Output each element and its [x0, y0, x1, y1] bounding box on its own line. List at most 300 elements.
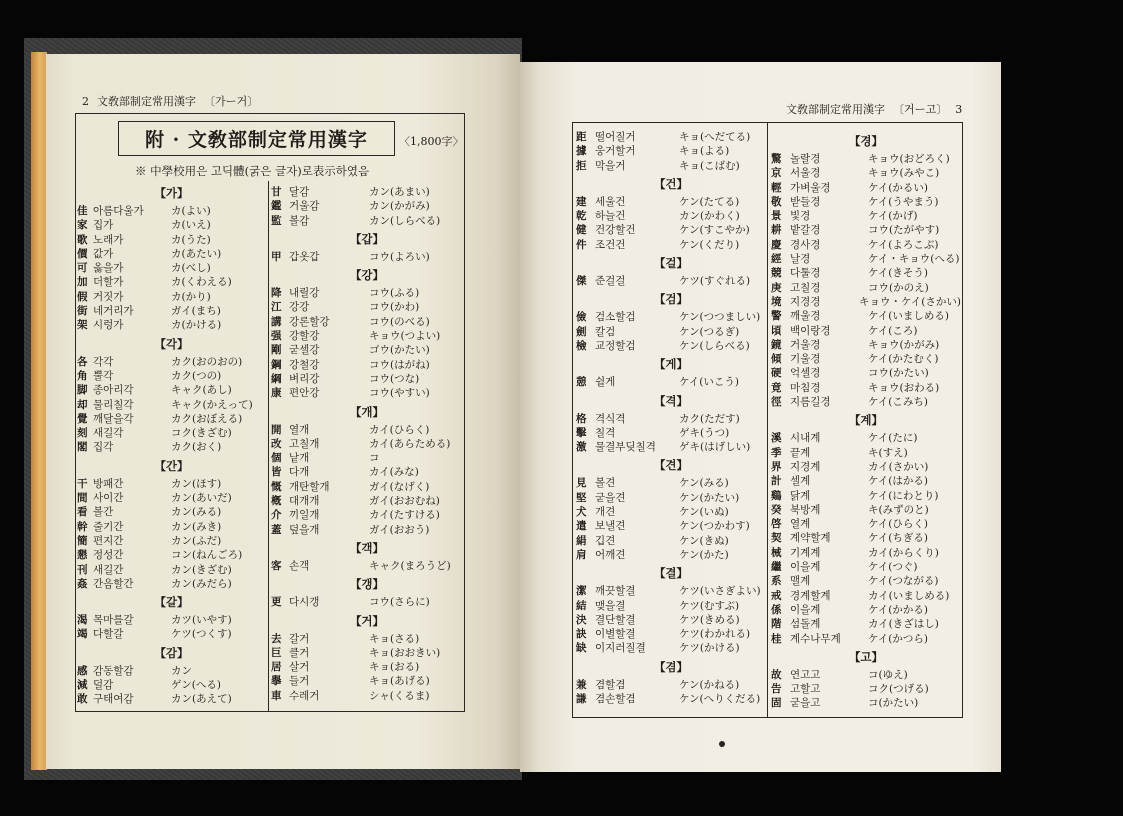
entry-row — [576, 692, 766, 706]
japanese-reading: カン(しらべる) — [369, 214, 441, 227]
korean-reading: 하늘건 — [595, 210, 626, 223]
japanese-reading: カ(くわえる) — [171, 276, 232, 289]
entry-row — [771, 324, 961, 338]
entry-row — [771, 560, 961, 574]
korean-reading: 건강할건 — [595, 224, 636, 237]
running-range: 〔거ー고〕 — [893, 103, 948, 116]
japanese-reading: ケン(たてる) — [679, 195, 740, 208]
hanja-character: 鑑 — [271, 200, 282, 213]
japanese-reading: キャク(かえって) — [171, 398, 253, 411]
hanja-character: 競 — [771, 267, 782, 280]
entry-row — [576, 584, 766, 598]
hanja-character: 擊 — [576, 426, 587, 439]
japanese-reading: カイ(いましめる) — [868, 589, 950, 602]
japanese-reading: カク(ただす) — [679, 412, 740, 425]
entry-row — [271, 674, 463, 688]
korean-reading: 다개 — [289, 466, 310, 479]
entry-row — [77, 534, 266, 548]
japanese-reading: ケイ(こみち) — [868, 396, 928, 409]
japanese-reading: カン(きざむ) — [171, 563, 232, 576]
korean-reading: 날경 — [790, 253, 811, 266]
entry-row — [771, 531, 961, 545]
korean-reading: 개견 — [595, 506, 616, 519]
hanja-character: 季 — [771, 446, 782, 459]
entry-row — [271, 300, 463, 314]
korean-reading: 달감 — [289, 186, 310, 198]
hanja-character: 慨 — [271, 480, 282, 493]
appendix-title-box — [118, 121, 395, 156]
japanese-reading: ケイ(かるい) — [868, 181, 928, 194]
entry-row — [77, 505, 266, 519]
korean-reading: 낱개 — [289, 452, 310, 465]
hanja-character: 監 — [271, 214, 282, 227]
entry-row — [771, 209, 961, 223]
japanese-reading: ケイ(きそう) — [868, 267, 928, 280]
section-heading: 【감】 — [154, 645, 189, 660]
japanese-reading: ケン(かた) — [679, 548, 729, 561]
korean-reading: 가벼울경 — [790, 181, 831, 194]
japanese-reading: ケイ(かげ) — [868, 210, 918, 223]
japanese-reading: ケン(かねる) — [679, 678, 740, 691]
korean-reading: 클거 — [289, 646, 310, 659]
entry-row — [271, 214, 463, 228]
entry-row — [271, 315, 463, 329]
entry-row — [771, 517, 961, 531]
korean-reading: 칠격 — [595, 426, 616, 439]
entry-row — [576, 375, 766, 389]
hanja-character: 街 — [77, 305, 88, 318]
japanese-reading: コウ(さらに) — [369, 596, 430, 609]
entry-row — [771, 395, 961, 409]
korean-reading: 깁견 — [595, 534, 616, 547]
japanese-reading: キ(みずのと) — [868, 503, 929, 516]
appendix-title: 附 · 文敎部制定常用漢字 — [145, 129, 368, 151]
japanese-reading: ケン(つかわす) — [679, 520, 750, 533]
hanja-character: 儉 — [576, 311, 587, 324]
section-heading: 【각】 — [154, 336, 189, 351]
hanja-character: 硬 — [771, 367, 782, 380]
hanja-character: 皆 — [271, 466, 282, 479]
column-divider — [268, 181, 269, 712]
japanese-reading: カン — [171, 664, 192, 677]
japanese-reading: カク(おのおの) — [171, 355, 243, 368]
entry-row — [77, 233, 266, 247]
korean-reading: 고할고 — [790, 683, 821, 696]
entry-row — [576, 238, 766, 252]
hanja-character: 懇 — [77, 549, 88, 562]
korean-reading: 네거리가 — [93, 305, 134, 318]
entry-row — [771, 446, 961, 460]
korean-reading: 계약할계 — [790, 532, 831, 545]
hanja-character: 佳 — [77, 205, 88, 217]
section-heading: 【결】 — [653, 566, 689, 581]
entry-row — [576, 195, 766, 209]
entry-row — [271, 646, 463, 660]
korean-reading: 볼감 — [289, 214, 310, 227]
hanja-character: 脚 — [77, 384, 88, 397]
entry-row — [576, 310, 766, 324]
japanese-reading: コウ(かのえ) — [868, 281, 929, 294]
section-heading: 【갑】 — [349, 231, 385, 246]
korean-reading: 열개 — [289, 423, 310, 436]
korean-reading: 아름다울가 — [93, 205, 144, 217]
korean-reading: 지경계 — [790, 460, 821, 473]
hanja-character: 啓 — [771, 518, 782, 531]
japanese-reading: ケン(きぬ) — [679, 534, 729, 547]
japanese-reading: カイ(きざはし) — [868, 618, 939, 631]
hanja-character: 境 — [771, 295, 782, 308]
entry-row — [576, 519, 766, 533]
korean-reading: 빛경 — [790, 210, 811, 223]
korean-reading: 기울경 — [790, 353, 821, 366]
japanese-reading: キャク(まろうど) — [369, 559, 451, 572]
entry-row — [771, 489, 961, 503]
korean-reading: 감동할감 — [93, 664, 134, 677]
japanese-reading: ケイ(かたむく) — [868, 353, 939, 366]
korean-reading: 볼견 — [595, 477, 616, 490]
entry-row — [271, 451, 463, 465]
japanese-reading: ケイ(ちぎる) — [868, 532, 928, 545]
entry-row — [576, 599, 766, 613]
japanese-reading: カン(ふだ) — [171, 534, 222, 547]
ink-dot — [719, 741, 725, 747]
hanja-character: 加 — [77, 276, 88, 289]
japanese-reading: ケイ(にわとり) — [868, 489, 939, 502]
korean-reading: 백이랑경 — [790, 324, 831, 337]
entry-row — [771, 682, 961, 696]
section-heading: 【갱】 — [349, 577, 385, 592]
hanja-character: 傑 — [576, 275, 587, 288]
japanese-reading: ケイ(よろこぶ) — [868, 238, 939, 251]
hanja-character: 癸 — [771, 503, 782, 516]
korean-reading: 강론할강 — [289, 315, 330, 328]
hanja-character: 遣 — [576, 520, 587, 533]
entry-row — [576, 534, 766, 548]
korean-reading: 겸할겸 — [595, 678, 626, 691]
korean-reading: 개탄할개 — [289, 480, 330, 493]
entry-row — [771, 295, 961, 309]
hanja-character: 閣 — [77, 441, 88, 454]
japanese-reading: キョ(さる) — [369, 632, 420, 645]
hanja-character: 却 — [77, 398, 88, 411]
entry-row — [576, 274, 766, 288]
korean-reading: 살거 — [289, 661, 310, 674]
korean-reading: 어깨견 — [595, 548, 626, 561]
hanja-character: 角 — [77, 369, 88, 382]
hanja-character: 堅 — [576, 491, 587, 504]
korean-reading: 겸손할겸 — [595, 693, 636, 706]
japanese-reading: カイ(からくり) — [868, 546, 939, 559]
hanja-character: 經 — [771, 253, 782, 266]
hanja-character: 簡 — [77, 534, 88, 547]
hanja-character: 界 — [771, 460, 782, 473]
korean-reading: 맬계 — [790, 575, 811, 588]
japanese-reading: キ(すえ) — [868, 446, 908, 459]
entry-column — [576, 130, 766, 706]
korean-reading: 닭계 — [790, 489, 811, 502]
korean-reading: 거울감 — [289, 200, 320, 213]
hanja-character: 刻 — [77, 427, 88, 440]
hanja-character: 敬 — [771, 195, 782, 208]
japanese-reading: キョウ・ケイ(さかい) — [859, 295, 961, 308]
korean-reading: 이을계 — [790, 561, 821, 574]
korean-reading: 갈거 — [289, 632, 310, 645]
entry-row — [77, 290, 266, 304]
hanja-character: 開 — [271, 423, 282, 436]
hanja-character: 刊 — [77, 563, 88, 576]
entry-row — [771, 589, 961, 603]
hanja-character: 京 — [771, 167, 782, 180]
hanja-character: 甘 — [271, 186, 282, 198]
entry-row — [771, 166, 961, 180]
hanja-character: 戒 — [771, 589, 782, 602]
character-count: 〈1,800字〉 — [399, 135, 464, 148]
japanese-reading: カン(かわく) — [679, 210, 740, 223]
entry-row — [771, 617, 961, 631]
entry-row — [576, 613, 766, 627]
entry-row — [576, 440, 766, 454]
hanja-character: 江 — [271, 301, 282, 314]
korean-reading: 굳셀강 — [289, 344, 320, 357]
entry-row — [576, 209, 766, 223]
japanese-reading: コウ(かわ) — [369, 301, 420, 314]
japanese-reading: カン(かがみ) — [369, 200, 430, 213]
korean-reading: 마침경 — [790, 381, 821, 394]
entry-row — [271, 250, 463, 264]
japanese-reading: カ(かり) — [171, 290, 211, 303]
japanese-reading: コ — [369, 452, 380, 465]
hanja-character: 庚 — [771, 281, 782, 294]
japanese-reading: ケイ(はかる) — [868, 475, 928, 488]
korean-reading: 간음할간 — [93, 577, 134, 590]
korean-reading: 끝계 — [790, 446, 811, 459]
entry-row — [77, 520, 266, 534]
entry-row — [271, 286, 463, 300]
japanese-reading: コク(つげる) — [868, 683, 929, 696]
section-heading: 【계】 — [848, 413, 884, 428]
entry-row — [271, 358, 463, 372]
hanja-character: 階 — [771, 618, 782, 631]
entry-row — [271, 199, 463, 213]
japanese-reading: コウ(かたい) — [868, 367, 929, 380]
korean-reading: 밭갈경 — [790, 224, 821, 237]
page-number: 2 — [82, 94, 89, 108]
entry-column — [271, 185, 463, 703]
japanese-reading: カン(みき) — [171, 520, 222, 533]
entry-row — [271, 660, 463, 674]
japanese-reading: ケン(すこやか) — [679, 224, 750, 237]
section-heading: 【객】 — [349, 540, 385, 555]
entry-row — [771, 696, 961, 710]
entry-row — [271, 437, 463, 451]
japanese-reading: ガイ(おおう) — [369, 523, 430, 536]
hanja-character: 健 — [576, 224, 587, 237]
section-heading: 【걸】 — [653, 256, 689, 271]
japanese-reading: カイ(さかい) — [868, 460, 929, 473]
korean-reading: 강철강 — [289, 358, 320, 371]
entry-row — [77, 218, 266, 232]
korean-reading: 깨울경 — [790, 310, 821, 323]
korean-reading: 열계 — [790, 518, 811, 531]
japanese-reading: ガイ(おおむね) — [369, 495, 440, 508]
hanja-character: 結 — [576, 599, 587, 612]
korean-reading: 물결부딪칠격 — [595, 441, 656, 454]
entry-row — [771, 603, 961, 617]
korean-reading: 볼간 — [93, 506, 114, 519]
japanese-reading: カン(あまい) — [369, 186, 430, 198]
japanese-reading: ゲキ(うつ) — [679, 426, 730, 439]
korean-reading: 받들경 — [790, 195, 821, 208]
hanja-character: 徑 — [771, 396, 782, 409]
page-edges — [31, 52, 47, 770]
korean-reading: 북방계 — [790, 503, 821, 516]
section-heading: 【개】 — [349, 404, 385, 419]
japanese-reading: ケイ(つぐ) — [868, 561, 918, 574]
japanese-reading: カク(つの) — [171, 369, 222, 382]
hanja-character: 更 — [271, 596, 282, 609]
entry-row — [271, 185, 463, 199]
japanese-reading: ゴウ(かたい) — [369, 344, 430, 357]
section-heading: 【검】 — [653, 292, 689, 307]
japanese-reading: ケイ(ころ) — [868, 324, 918, 337]
japanese-reading: キョ(へだてる) — [679, 131, 751, 143]
korean-reading: 강강 — [289, 301, 310, 314]
entry-row — [771, 668, 961, 682]
japanese-reading: コ(ゆえ) — [868, 668, 908, 681]
entry-row — [771, 338, 961, 352]
japanese-reading: キャク(あし) — [171, 384, 232, 397]
korean-reading: 지름길경 — [790, 396, 831, 409]
entry-column — [77, 182, 266, 707]
entry-row — [77, 412, 266, 426]
japanese-reading: ケン(へりくだる) — [679, 693, 761, 706]
korean-reading: 각각 — [93, 355, 114, 368]
entry-row — [771, 252, 961, 266]
entry-row — [77, 477, 266, 491]
hanja-character: 景 — [771, 210, 782, 223]
right-running-header — [786, 101, 962, 117]
hanja-character: 見 — [576, 477, 587, 490]
korean-reading: 셀계 — [790, 475, 811, 488]
running-title: 文敎部制定常用漢字 — [97, 95, 196, 108]
japanese-reading: ケン(つるぎ) — [679, 325, 740, 338]
entry-row — [771, 474, 961, 488]
hanja-character: 乾 — [576, 210, 587, 223]
korean-reading: 억셀경 — [790, 367, 821, 380]
japanese-reading: カ(べし) — [171, 262, 211, 275]
entry-row — [271, 386, 463, 400]
japanese-reading: ケン(いぬ) — [679, 506, 729, 519]
hanja-character: 車 — [271, 689, 282, 702]
hanja-character: 竭 — [77, 628, 88, 641]
hanja-character: 訣 — [576, 628, 587, 641]
hanja-character: 絹 — [576, 534, 587, 547]
korean-reading: 뿔각 — [93, 369, 114, 382]
korean-reading: 들거 — [289, 675, 310, 688]
entry-row — [271, 523, 463, 537]
japanese-reading: ケイ(ひらく) — [868, 518, 928, 531]
entry-row — [771, 181, 961, 195]
section-heading: 【강】 — [349, 268, 385, 283]
entry-row — [771, 195, 961, 209]
korean-reading: 기계계 — [790, 546, 821, 559]
entry-row — [771, 366, 961, 380]
hanja-character: 歌 — [77, 233, 88, 246]
hanja-character: 鏡 — [771, 338, 782, 351]
hanja-character: 間 — [77, 492, 88, 505]
japanese-reading: コン(ねんごろ) — [171, 549, 243, 562]
entry-row — [77, 664, 266, 678]
running-title: 文敎部制定常用漢字 — [786, 103, 885, 116]
korean-reading: 거짓가 — [93, 290, 124, 303]
hanja-character: 決 — [576, 613, 587, 626]
korean-reading: 준걸걸 — [595, 275, 626, 288]
japanese-reading: カ(かける) — [171, 319, 222, 332]
japanese-reading: ケン(かたい) — [679, 491, 740, 504]
korean-reading: 정성간 — [93, 549, 124, 562]
hanja-character: 計 — [771, 475, 782, 488]
japanese-reading: カン(みだら) — [171, 577, 232, 590]
korean-reading: 굳을고 — [790, 697, 821, 710]
japanese-reading: カイ(みな) — [369, 466, 419, 479]
hanja-character: 溪 — [771, 432, 782, 445]
korean-reading: 섬돌계 — [790, 618, 821, 631]
japanese-reading: ケン(くだり) — [679, 238, 740, 251]
entry-row — [271, 595, 463, 609]
entry-column — [771, 130, 961, 711]
japanese-reading: ケツ(すぐれる) — [679, 275, 751, 288]
korean-reading: 집각 — [93, 441, 114, 454]
japanese-reading: シャ(くるま) — [369, 689, 430, 702]
korean-reading: 시렁가 — [93, 319, 124, 332]
korean-reading: 더할가 — [93, 276, 124, 289]
hanja-character: 減 — [77, 679, 88, 692]
entry-row — [771, 266, 961, 280]
hanja-character: 看 — [77, 506, 88, 519]
japanese-reading: キョ(おる) — [369, 661, 420, 674]
korean-reading: 물리칠각 — [93, 398, 134, 411]
korean-reading: 내릴강 — [289, 287, 320, 300]
korean-reading: 경사경 — [790, 238, 821, 251]
entry-row — [771, 352, 961, 366]
hanja-character: 建 — [576, 195, 587, 208]
entry-row — [771, 574, 961, 588]
entry-row — [271, 372, 463, 386]
korean-reading: 깨달을각 — [93, 412, 134, 425]
entry-row — [271, 480, 463, 494]
japanese-reading: キョウ(つよい) — [369, 330, 441, 343]
japanese-reading: キョ(おおきい) — [369, 646, 441, 659]
entry-row — [576, 627, 766, 641]
hanja-character: 繼 — [771, 561, 782, 574]
entry-row — [77, 577, 266, 591]
entry-row — [576, 325, 766, 339]
entry-row — [77, 426, 266, 440]
korean-reading: 옳을가 — [93, 262, 124, 275]
hanja-character: 頃 — [771, 324, 782, 337]
korean-reading: 이을계 — [790, 603, 821, 616]
hanja-character: 兼 — [576, 678, 587, 691]
hanja-character: 劍 — [576, 325, 587, 338]
korean-reading: 보낼견 — [595, 520, 626, 533]
hanja-character: 憩 — [576, 376, 587, 389]
entry-row — [77, 678, 266, 692]
japanese-reading: カン(ほす) — [171, 477, 222, 490]
korean-reading: 끼일개 — [289, 509, 320, 522]
entry-row — [771, 460, 961, 474]
korean-reading: 다시갱 — [289, 596, 320, 609]
japanese-reading: ケン(つつましい) — [679, 311, 761, 324]
